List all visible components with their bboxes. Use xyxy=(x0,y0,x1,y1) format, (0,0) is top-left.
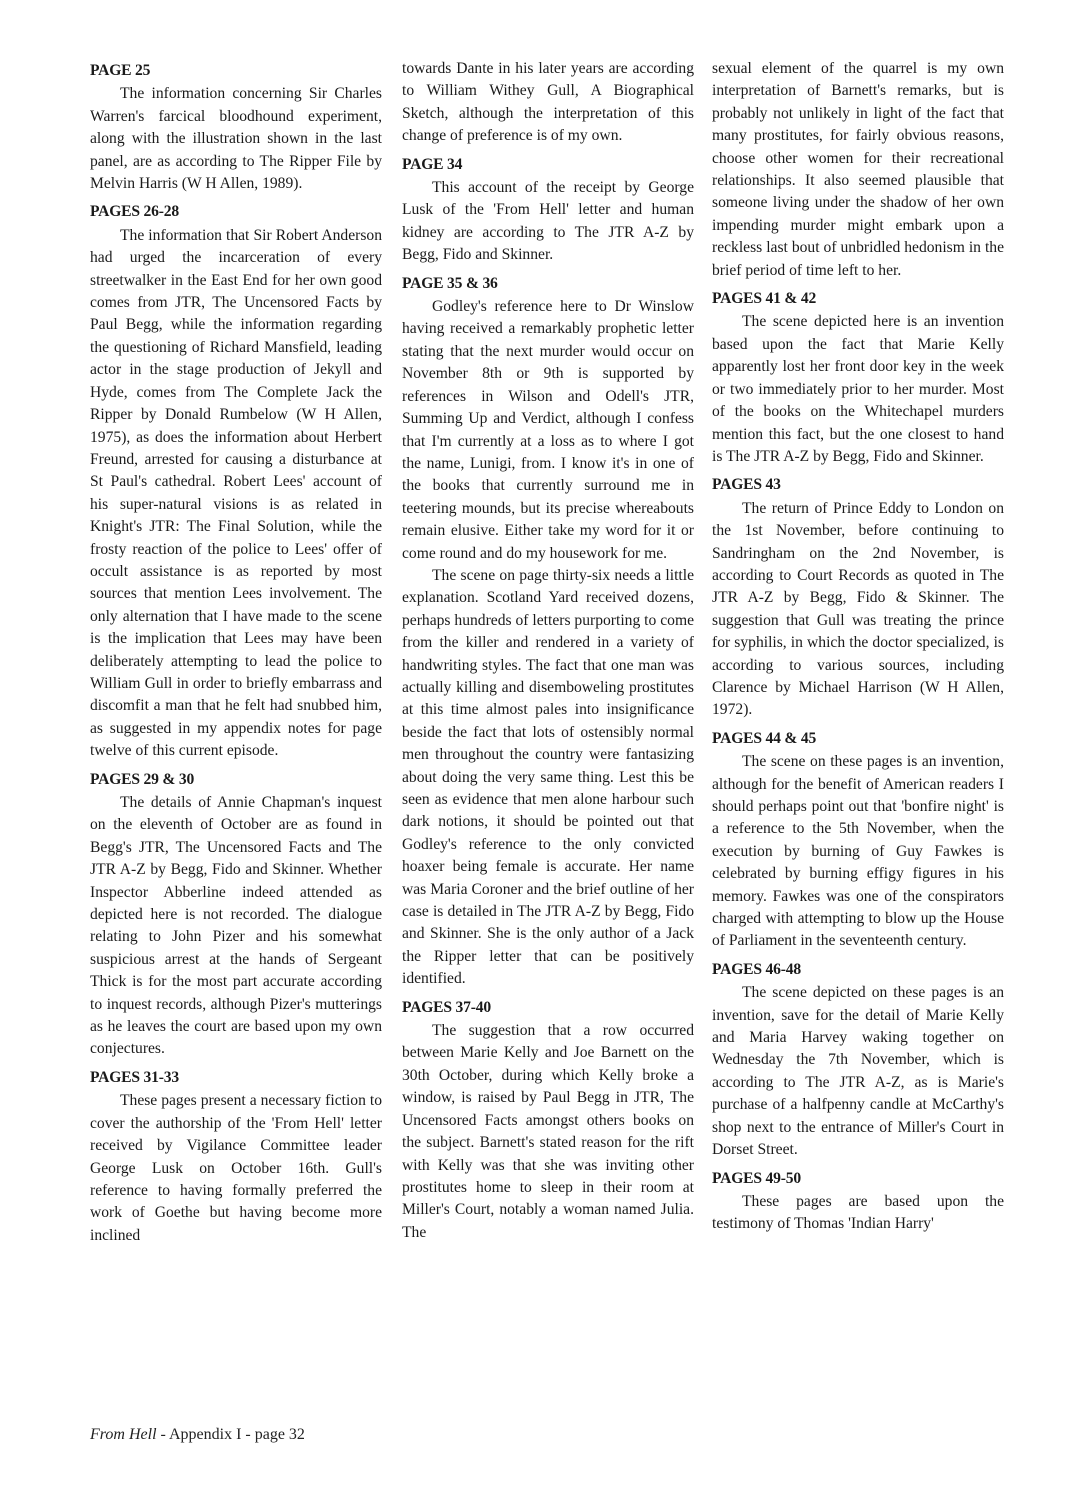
section-heading: PAGES 49-50 xyxy=(712,1169,801,1187)
section-heading: PAGES 31-33 xyxy=(90,1068,179,1086)
section xyxy=(402,273,694,991)
section-heading: PAGE 34 xyxy=(402,155,463,173)
section xyxy=(90,60,382,195)
section-heading: PAGES 44 & 45 xyxy=(712,729,817,747)
section-heading: PAGES 46-48 xyxy=(712,960,801,978)
section xyxy=(712,474,1004,721)
section-heading: PAGES 37-40 xyxy=(402,998,491,1016)
paragraph: The scene depicted here is an invention based upon the fact that Marie Kelly apparently lost her front door key in the week or two immediately prior to her murder. Most of the books on the Whitechapel murders mention this fact, but the one closest to hand is The JTR A-Z by Begg, Fido and Skinner. xyxy=(712,313,1004,465)
section xyxy=(402,58,694,148)
paragraph: The scene on these pages is an invention, although for the benefit of American readers I should perhaps point out that 'bonfire night' is a reference to the 5th November, when the execution by burning of Guy Fawkes is celebrated by burning effigy figures in his memory. Fawkes was one of the conspirators charged with attempting to blow up the House of Parliament in the seventeenth century. xyxy=(712,753,1004,950)
paragraph: The information that Sir Robert Anderson had urged the incarceration of every streetwalker in the East End for her own good comes from JTR, The Uncensored Facts by Paul Begg, while the information regarding the questioning of Richard Mansfield, leading actor in the stage production of Jekyll and Hyde, comes from The Complete Jack the Ripper by Donald Rumbelow (W H Allen, 1975), as does the information about Herbert Freund, arrested for causing a disturbance at St Paul's cathedral. Robert Lees' account of his super-natural visions is as related in Knight's JTR: The Final Solution, while the frosty reaction of the police to Lees' offer of occult assistance is as reported by most sources that mention Lees involvement. The only alternation that I have made to the scene is the implication that Lees may have been deliberately attempting to lead the police to William Gull in order to briefly embarrass and discomfit a man that he felt had snubbed him, as suggested in my appendix notes for page twelve of this current episode. xyxy=(90,226,382,760)
paragraph: The suggestion that a row occurred between Marie Kelly and Joe Barnett on the 30th October, during which Kelly broke a window, is raised by Paul Begg in JTR, The Uncensored Facts amongst others books on the subject. Barnett's stated reason for the rift with Kelly was that she was inviting other prostitutes home to sleep in their room at Miller's Court, notably a woman named Julia. The xyxy=(402,1022,694,1241)
section xyxy=(712,58,1004,282)
footer-page-label: - Appendix I - page 32 xyxy=(156,1426,305,1443)
section xyxy=(712,959,1004,1162)
section-heading: PAGE 25 xyxy=(90,62,151,79)
section-heading: PAGES 29 & 30 xyxy=(90,770,195,788)
paragraph: The scene on page thirty-six needs a little explanation. Scotland Yard received dozens, perhaps hundreds of letters purporting to come from the killer and rendered in a variety of handwriting styles. The fact that one man was actually killing and disemboweling prostitutes at this time almost pales into insignificance beside the fact that lots of ostensibly normal men throughout the country were fantasizing about doing the very same thing. Lest this be seen as evidence that men alone harbour such dark notions, it should be pointed out that Godley's reference to the only convicted hoaxer being female is accurate. Her name was Maria Coroner and the brief outline of her case is detailed in The JTR A-Z by Begg, Fido and Skinner. She is the only author of a Jack the Ripper letter that can be positively identified. xyxy=(402,566,694,988)
section xyxy=(402,154,694,267)
page-footer xyxy=(90,1426,305,1444)
section xyxy=(90,1067,382,1247)
paragraph: The scene depicted on these pages is an invention, save for the detail of Marie Kelly and Maria Harvey waking together on Wednesday the 7th November, which is according to The JTR A-Z, as is Marie's purchase of a halfpenny candle at McCarthy's shop next to the entrance of Miller's Court in Dorset Street. xyxy=(712,984,1004,1159)
text-column-3 xyxy=(712,58,1004,1240)
section-heading: PAGES 43 xyxy=(712,476,781,494)
section-heading: PAGES 26-28 xyxy=(90,203,179,221)
section xyxy=(712,288,1004,468)
section-heading: PAGE 35 & 36 xyxy=(402,274,498,292)
text-column-1 xyxy=(90,58,382,1251)
section xyxy=(402,997,694,1244)
paragraph: Godley's reference here to Dr Winslow having received a remarkably prophetic letter stating that the next murder would occur on November 8th or 9th is supported by references in Wilson and Odell's JTR, Summing Up and Verdict, although I confess that I'm currently at a loss as to where I got the name, Lunigi, from. I know it's in one of the books that currently surround me in teetering mounds, but its precise whereabouts remain elusive. Either take my word for it or come round and do my housework for me. xyxy=(402,298,694,562)
section xyxy=(712,1168,1004,1236)
paragraph: These pages present a necessary fiction to cover the authorship of the 'From Hell' letter received by Vigilance Committee leader George Lusk on October 16th. Gull's reference to having formally preferred the work of Goethe but having become more inclined xyxy=(90,1092,382,1244)
text-column-2 xyxy=(402,58,694,1248)
footer-title: From Hell xyxy=(90,1426,157,1443)
paragraph: These pages are based upon the testimony of Thomas 'Indian Harry' xyxy=(712,1192,1004,1233)
section xyxy=(712,728,1004,953)
paragraph: sexual element of the quarrel is my own interpretation of Barnett's remarks, but is probably not unlikely in light of the fact that many prostitutes, for fairly obvious reasons, choose other women for their recreational relationships. It also seemed plausible that someone living under the shadow of her own impending murder might embark upon a reckless last bout of unbridled hedonism in the brief period of time left to her. xyxy=(712,60,1004,279)
paragraph: The information concerning Sir Charles Warren's farcical bloodhound experiment, along with the illustration shown in the last panel, are as according to The Ripper File by Melvin Harris (W H Allen, 1989). xyxy=(90,85,382,193)
paragraph: towards Dante in his later years are according to William Withey Gull, A Biographical Sketch, although the interpretation of this change of preference is of my own. xyxy=(402,60,694,145)
paragraph: This account of the receipt by George Lusk of the 'From Hell' letter and human kidney are according to The JTR A-Z by Begg, Fido and Skinner. xyxy=(402,179,694,264)
paragraph: The details of Annie Chapman's inquest on the eleventh of October are as found in Begg's JTR, The Uncensored Facts and The JTR A-Z by Begg, Fido and Skinner. Whether Inspector Abberline indeed attended as depicted here is not recorded. The dialogue relating to John Pizer and his somewhat suspicious arrest at the hands of Sergeant Thick is for the most part accurate according to inquest records, although Pizer's mutterings as he leaves the court are based upon my own conjectures. xyxy=(90,794,382,1058)
section xyxy=(90,201,382,762)
paragraph: The return of Prince Eddy to London on the 1st November, before continuing to Sandringham on the 2nd November, is according to Court Records as quoted in The JTR A-Z by Begg, Fido & Skinner. The suggestion that Gull was treating the prince for syphilis, in which the doctor specialized, is according to various sources, including Clarence by Michael Harrison (W H Allen, 1972). xyxy=(712,499,1004,719)
section xyxy=(90,769,382,1061)
section-heading: PAGES 41 & 42 xyxy=(712,290,817,308)
